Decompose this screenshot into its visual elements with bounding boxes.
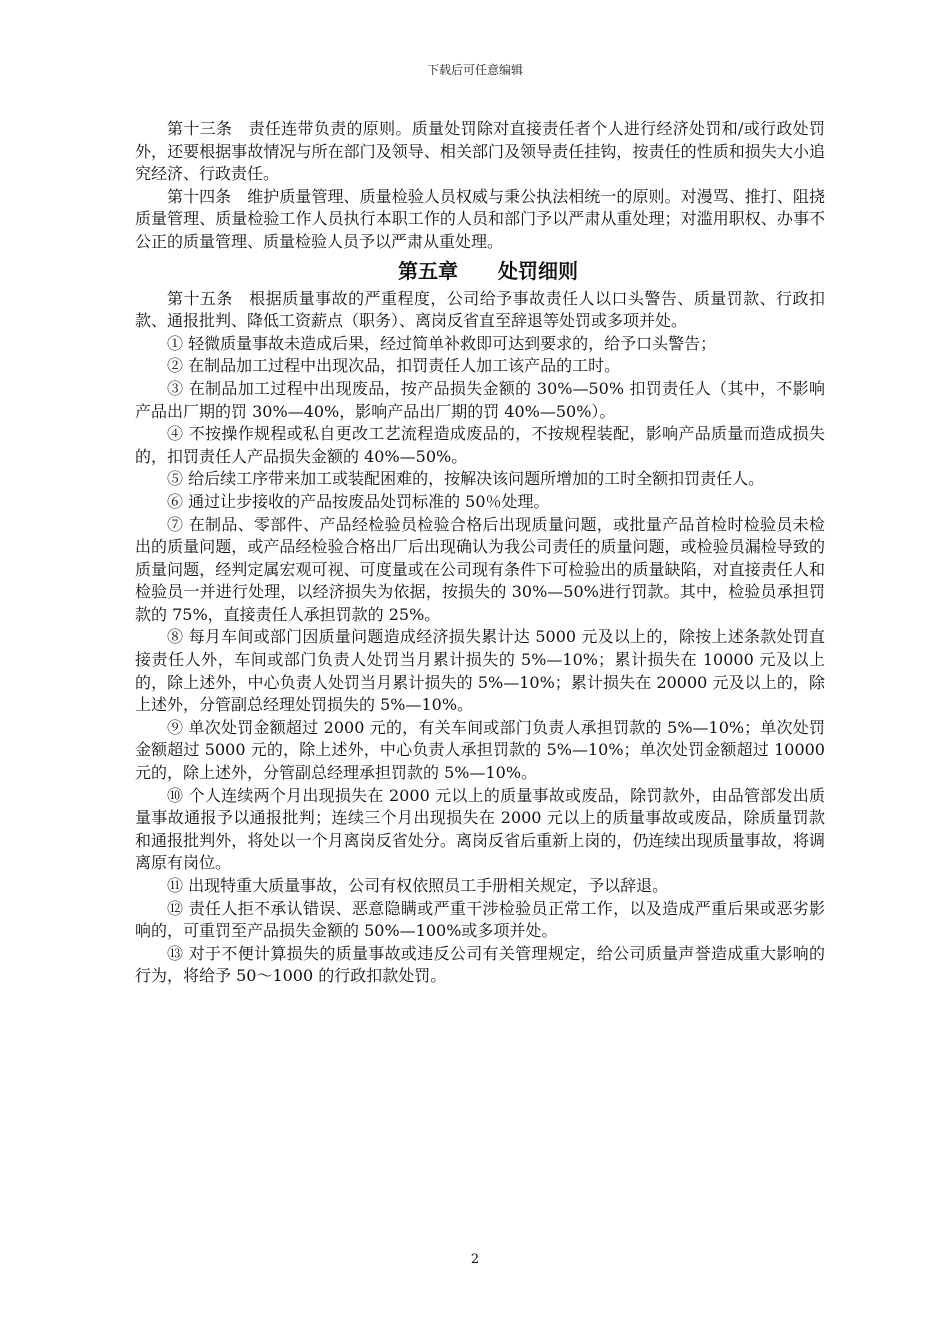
chapter-title: 第五章 处罚细则 xyxy=(398,258,578,283)
list-item: ⑩ 个人连续两个月出现损失在 2000 元以上的质量事故或废品，除罚款外，由品管部发出质量事故通报予以通报批判；连续三个月出现损失在 2000 元以上的质量事故或废品，除质量罚款和通报批判外，将处以一个月离岗反省处分。离岗反省后重新上岗的，仍连续出现质量事故，将调离原有岗位。 xyxy=(135,785,825,873)
list-item: ③ 在制品加工过程中出现废品，按产品损失金额的 30%—50% 扣罚责任人（其中，不影响产品出厂期的罚 30%—40%，影响产品出厂期的罚 40%—50%）。 xyxy=(135,378,825,421)
page-header-note: 下载后可任意编辑 xyxy=(426,63,523,77)
article-14: 第十四条 维护质量管理、质量检验人员权威与秉公执法相统一的原则。对漫骂、推打、阻挠质量管理、质量检验工作人员执行本职工作的人员和部门予以严肃从重处理；对滥用职权、办事不公正的质量管理、质量检验人员予以严肃从重处理。 xyxy=(135,186,825,251)
list-item: ⑫ 责任人拒不承认错误、恶意隐瞒或严重干涉检验员正常工作，以及造成严重后果或恶劣影响的，可重罚至产品损失金额的 50%—100%或多项并处。 xyxy=(135,898,825,941)
list-item: ④ 不按操作规程或私自更改工艺流程造成废品的，不按规程装配，影响产品质量而造成损失的，扣罚责任人产品损失金额的 40%—50%。 xyxy=(135,424,825,466)
article-15: 第十五条 根据质量事故的严重程度，公司给予事故责任人以口头警告、质量罚款、行政扣款、通报批判、降低工资薪点（职务）、离岗反省直至辞退等处罚或多项并处。 xyxy=(135,288,825,331)
list-item: ⑤ 给后续工序带来加工或装配困难的，按解决该问题所增加的工时全额扣罚责任人。 xyxy=(167,469,765,489)
list-item: ⑬ 对于不便计算损失的质量事故或违反公司有关管理规定，给公司质量声誉造成重大影响的行为，将给予 50～1000 的行政扣款处罚。 xyxy=(135,943,825,986)
list-item: ⑪ 出现特重大质量事故，公司有权依照员工手册相关规定，予以辞退。 xyxy=(167,876,669,895)
list-item: ⑦ 在制品、零部件、产品经检验员检验合格后出现质量问题，或批量产品首检时检验员未检出的质量问题，或产品经检验合格出厂后出现确认为我公司责任的质量问题，或检验员漏检导致的质量问题，经判定属宏观可视、可度量或在公司现有条件下可检验出的质量缺陷，对直接责任人和检验员一并进行处理，以经济损失为依据，按损失的 30%—50%进行罚款。其中，检验员承担罚款的 75%，直接责任人承担罚款的 25%。 xyxy=(135,514,825,624)
list-item: ⑥ 通过让步接收的产品按废品处罚标准的 50％处理。 xyxy=(167,491,550,511)
list-item: ⑨ 单次处罚金额超过 2000 元的，有关车间或部门负责人承担罚款的 5%—10%；单次处罚金额超过 5000 元的，除上述外，中心负责人承担罚款的 5%—10%；单次处罚金额超过 10000 元的，除上述外，分管副总经理承担罚款的 5%—10%。 xyxy=(135,717,825,783)
article-13: 第十三条 责任连带负责的原则。质量处罚除对直接责任者个人进行经济处罚和/或行政处罚外，还要根据事故情况与所在部门及领导、相关部门及领导责任挂钩，按责任的性质和损失大小追究经济、行政责任。 xyxy=(135,119,825,184)
list-item: ② 在制品加工过程中出现次品，扣罚责任人加工该产品的工时。 xyxy=(167,356,621,376)
page-number: 2 xyxy=(470,1252,480,1267)
list-item: ① 轻微质量事故未造成后果，经过简单补救即可达到要求的，给予口头警告； xyxy=(167,333,717,353)
document-body xyxy=(135,118,825,988)
list-item: ⑧ 每月车间或部门因质量问题造成经济损失累计达 5000 元及以上的，除按上述条款处罚直接责任人外，车间或部门负责人处罚当月累计损失的 5%—10%；累计损失在 10000 元及以上的，除上述外，中心负责人处罚当月累计损失的 5%—10%；累计损失在 20000 元及以上的，除上述外，分管副总经理处罚损失的 5%—10%。 xyxy=(135,627,825,715)
